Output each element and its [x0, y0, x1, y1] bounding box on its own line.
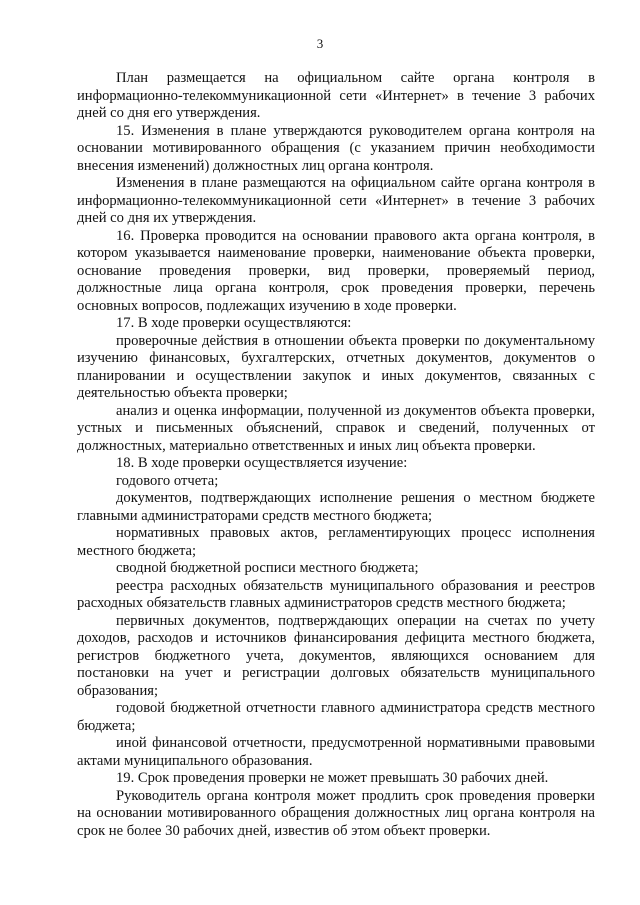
paragraph-18: 18. В ходе проверки осуществляется изучение: — [116, 455, 408, 471]
paragraph-17-item-1: проверочные действия в отношении объекта проверки по документальному изучению финансовых, бухгалтерских, отчетных документов, документов о планировании и осуществлении закупок и иных документов, связанных с деятельностью объекта проверки; — [77, 332, 595, 401]
paragraph-18-item-8: иной финансовой отчетности, предусмотренной нормативными правовыми актами муниципального образования. — [77, 735, 595, 769]
paragraph-16: 16. Проверка проводится на основании правового акта органа контроля, в котором указывается наименование проверки, наименование объекта проверки, основание проведения проверки, вид проверки, проверяемый период, должностные лица органа контроля, срок проведения проверки, перечень основных вопросов, подлежащих изучению в ходе проверки. — [77, 227, 595, 314]
paragraph-17-item-2: анализ и оценка информации, полученной из документов объекта проверки, устных и письменных объяснений, справок и сведений, полученных от должностных, материально ответственных и иных лиц объекта проверки. — [77, 402, 595, 454]
paragraph-18-item-1: годового отчета; — [116, 472, 219, 489]
paragraph-15: 15. Изменения в плане утверждаются руководителем органа контроля на основании мотивированного обращения (с указанием причин необходимости внесения изменений) должностных лиц органа контроля. — [77, 122, 595, 174]
paragraph-plan-changes-publication: Изменения в плане размещаются на официальном сайте органа контроля в информационно-телекоммуникационной сети «Интернет» в течение 3 рабочих дней со дня их утверждения. — [77, 175, 595, 226]
paragraph-18-item-7: годовой бюджетной отчетности главного администратора средств местного бюджета; — [77, 700, 595, 734]
paragraph-plan-publication: План размещается на официальном сайте органа контроля в информационно-телекоммуникационной сети «Интернет» в течение 3 рабочих дней со дня его утверждения. — [77, 70, 595, 121]
paragraph-18-item-4: сводной бюджетной росписи местного бюджета; — [116, 560, 419, 576]
paragraph-18-item-3: нормативных правовых актов, регламентирующих процесс исполнения местного бюджета; — [77, 525, 595, 559]
document-body — [77, 70, 595, 840]
paragraph-18-item-6: первичных документов, подтверждающих операции на счетах по учету доходов, расходов и источников финансирования дефицита местного бюджета, регистров бюджетного учета, документов, являющихся основанием для постановки на учет и регистрации долговых обязательств муниципального образования; — [77, 612, 595, 699]
paragraph-17: 17. В ходе проверки осуществляются: — [116, 315, 352, 331]
page-number: 3 — [316, 36, 324, 51]
paragraph-19: 19. Срок проведения проверки не может превышать 30 рабочих дней. — [116, 770, 549, 786]
paragraph-18-item-2: документов, подтверждающих исполнение решения о местном бюджете главными администраторами средств местного бюджета; — [77, 490, 595, 524]
paragraph-19-extension: Руководитель органа контроля может продлить срок проведения проверки на основании мотивированного обращения должностных лиц органа контроля на срок не более 30 рабочих дней, известив об этом объект проверки. — [77, 787, 595, 839]
paragraph-18-item-5: реестра расходных обязательств муниципального образования и реестров расходных обязательств главных администраторов средств местного бюджета; — [77, 577, 595, 611]
